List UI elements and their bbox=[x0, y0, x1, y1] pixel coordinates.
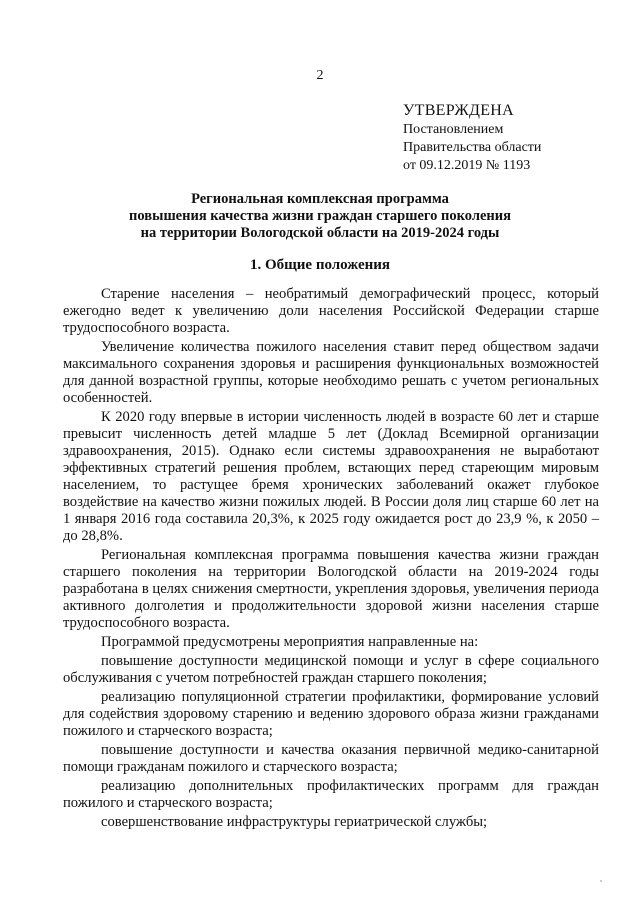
paragraph: К 2020 году впервые в истории численность людей в возрасте 60 лет и старше превысит численность детей младше 5 лет (Доклад Всемирной организации здравоохранения, 2015). Однако если системы здравоохранения не выработают эффективных стратегий решения проблем, встающих перед стареющим мировым населением, то растущее бремя хронических заболеваний окажет глубокое воздействие на качество жизни пожилых людей. В России доля лиц старше 60 лет на 1 января 2016 года составила 20,3%, к 2025 году ожидается рост до 23,9 %, к 2050 – до 28,8%. bbox=[63, 409, 599, 544]
title-line: на территории Вологодской области на 2019-2024 годы bbox=[140, 225, 500, 241]
document-title bbox=[60, 191, 580, 242]
paragraph: Старение населения – необратимый демографический процесс, который ежегодно ведет к увеличению доли населения Российской Федерации старше трудоспособного возраста. bbox=[63, 286, 599, 336]
approval-heading: УТВЕРЖДЕНА bbox=[403, 102, 515, 119]
paragraph: Увеличение количества пожилого населения ставит перед обществом задачи максимального сохранения здоровья и расширения функциональных возможностей для данной возрастной группы, которые необходимо решать с учетом региональных особенностей. bbox=[63, 339, 599, 406]
title-line: повышения качества жизни граждан старшего поколения bbox=[129, 208, 511, 224]
section-heading: 1. Общие положения bbox=[249, 257, 391, 273]
approval-line: от 09.12.2019 № 1193 bbox=[403, 158, 531, 173]
list-item: реализацию дополнительных профилактических программ для граждан пожилого и старческого возраста; bbox=[63, 778, 599, 811]
approval-line: Постановлением bbox=[403, 122, 504, 137]
list-item: повышение доступности и качества оказания первичной медико-санитарной помощи гражданам пожилого и старческого возраста; bbox=[63, 742, 599, 775]
paragraph: Программой предусмотрены мероприятия направленные на: bbox=[101, 634, 479, 650]
list-item: повышение доступности медицинской помощи и услуг в сфере социального обслуживания с учетом потребностей граждан старшего поколения; bbox=[63, 653, 599, 686]
scan-speck bbox=[600, 880, 602, 882]
approval-line: Правительства области bbox=[403, 140, 542, 155]
list-item: совершенствование инфраструктуры гериатрической службы; bbox=[101, 814, 488, 830]
page-number: 2 bbox=[316, 68, 324, 83]
approval-stamp bbox=[403, 101, 618, 175]
paragraph: Региональная комплексная программа повышения качества жизни граждан старшего поколения на территории Вологодской области на 2019-2024 годы разработана в целях снижения смертности, укрепления здоровья, увеличения периода активного долголетия и продолжительности здоровой жизни населения старше трудоспособного возраста. bbox=[63, 547, 599, 631]
list-item: реализацию популяционной стратегии профилактики, формирование условий для содействия здоровому старению и ведению здорового образа жизни гражданами пожилого и старческого возраста; bbox=[63, 689, 599, 739]
body-text bbox=[63, 286, 599, 833]
title-line: Региональная комплексная программа bbox=[191, 191, 449, 207]
